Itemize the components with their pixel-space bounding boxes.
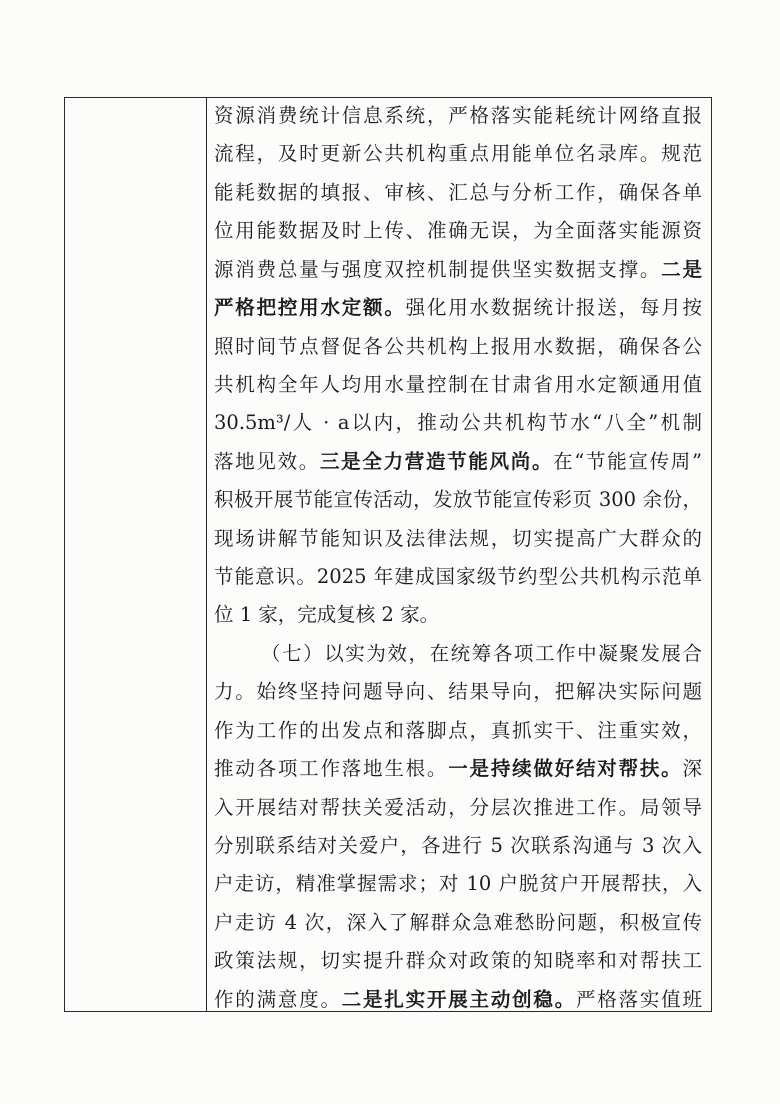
bold-heading: 三是全力营造节能风尚。 bbox=[319, 449, 554, 473]
text-segment: 在“节能宣传周” bbox=[553, 449, 702, 473]
text-segment: 作为工作的出发点和落脚点，真抓实干、注重实效， bbox=[214, 718, 702, 742]
text-line bbox=[214, 481, 702, 519]
text-segment: 共机构全年人均用水量控制在甘肃省用水定额通用值 bbox=[214, 372, 702, 396]
text-segment: 严格落实值班 bbox=[576, 987, 702, 1011]
bold-heading: 二是扎实开展主动创稳。 bbox=[341, 987, 576, 1011]
text-segment: 政策法规，切实提升群众对政策的知晓率和对帮扶工 bbox=[214, 949, 702, 973]
text-line bbox=[214, 750, 702, 788]
text-line bbox=[214, 865, 702, 903]
section-heading-line bbox=[214, 635, 702, 673]
text-segment: 落地见效。 bbox=[214, 449, 320, 473]
text-segment: 推动各项工作落地生根。 bbox=[214, 757, 449, 781]
text-line bbox=[214, 827, 702, 865]
text-segment: 深 bbox=[682, 757, 702, 781]
text-segment: 户走访，精准掌握需求；对 10 户脱贫户开展帮扶，入 bbox=[214, 872, 702, 896]
text-line bbox=[214, 596, 702, 634]
text-segment: 作的满意度。 bbox=[214, 987, 342, 1011]
text-segment: 分别联系结对关爱户，各进行 5 次联系沟通与 3 次入 bbox=[214, 834, 702, 858]
text-line bbox=[214, 443, 702, 481]
text-line bbox=[214, 328, 702, 366]
text-line bbox=[214, 904, 702, 942]
text-line bbox=[214, 366, 702, 404]
text-line bbox=[214, 404, 702, 442]
text-segment: 照时间节点督促各公共机构上报用水数据，确保各公 bbox=[214, 334, 702, 358]
text-segment: 源消费总量与强度双控机制提供坚实数据支撑。 bbox=[214, 257, 662, 281]
text-segment: 力。始终坚持问题导向、结果导向，把解决实际问题 bbox=[214, 680, 702, 704]
text-line bbox=[214, 673, 702, 711]
text-line bbox=[214, 251, 702, 289]
text-line bbox=[214, 520, 702, 558]
text-segment: 现场讲解节能知识及法律法规，切实提高广大群众的 bbox=[214, 526, 702, 550]
text-line bbox=[214, 942, 702, 980]
table-left-cell bbox=[65, 98, 207, 1011]
text-segment: 积极开展节能宣传活动，发放节能宣传彩页 300 余份， bbox=[214, 488, 702, 512]
text-segment: 位 1 家，完成复核 2 家。 bbox=[214, 603, 440, 627]
text-segment: 30.5m³/人 · a以内，推动公共机构节水“八全”机制 bbox=[214, 411, 702, 435]
text-line bbox=[214, 981, 702, 1019]
text-segment: 资源消费统计信息系统，严格落实能耗统计网络直报 bbox=[214, 104, 702, 127]
text-line bbox=[214, 174, 702, 212]
text-line bbox=[214, 289, 702, 327]
cell-text bbox=[214, 97, 702, 1019]
text-segment: （七）以实为效，在统筹各项工作中凝聚发展合 bbox=[261, 641, 702, 665]
text-segment: 节能意识。2025 年建成国家级节约型公共机构示范单 bbox=[214, 565, 702, 589]
text-segment: 入开展结对帮扶关爱活动，分层次推进工作。局领导 bbox=[214, 795, 702, 819]
text-segment: 能耗数据的填报、审核、汇总与分析工作，确保各单 bbox=[214, 180, 702, 204]
text-segment: 强化用水数据统计报送，每月按 bbox=[405, 296, 702, 320]
text-line bbox=[214, 789, 702, 827]
text-line bbox=[214, 212, 702, 250]
text-segment: 户走访 4 次，深入了解群众急难愁盼问题，积极宣传 bbox=[214, 910, 702, 934]
text-line bbox=[214, 712, 702, 750]
text-segment: 位用能数据及时上传、准确无误，为全面落实能源资 bbox=[214, 219, 702, 243]
bold-heading: 严格把控用水定额。 bbox=[214, 296, 406, 320]
text-segment: 流程，及时更新公共机构重点用能单位名录库。规范 bbox=[214, 142, 702, 166]
bold-heading: 一是持续做好结对帮扶。 bbox=[448, 757, 683, 781]
bold-heading: 二是 bbox=[661, 257, 702, 281]
text-line bbox=[214, 558, 702, 596]
text-line bbox=[214, 135, 702, 173]
text-line bbox=[214, 97, 702, 135]
